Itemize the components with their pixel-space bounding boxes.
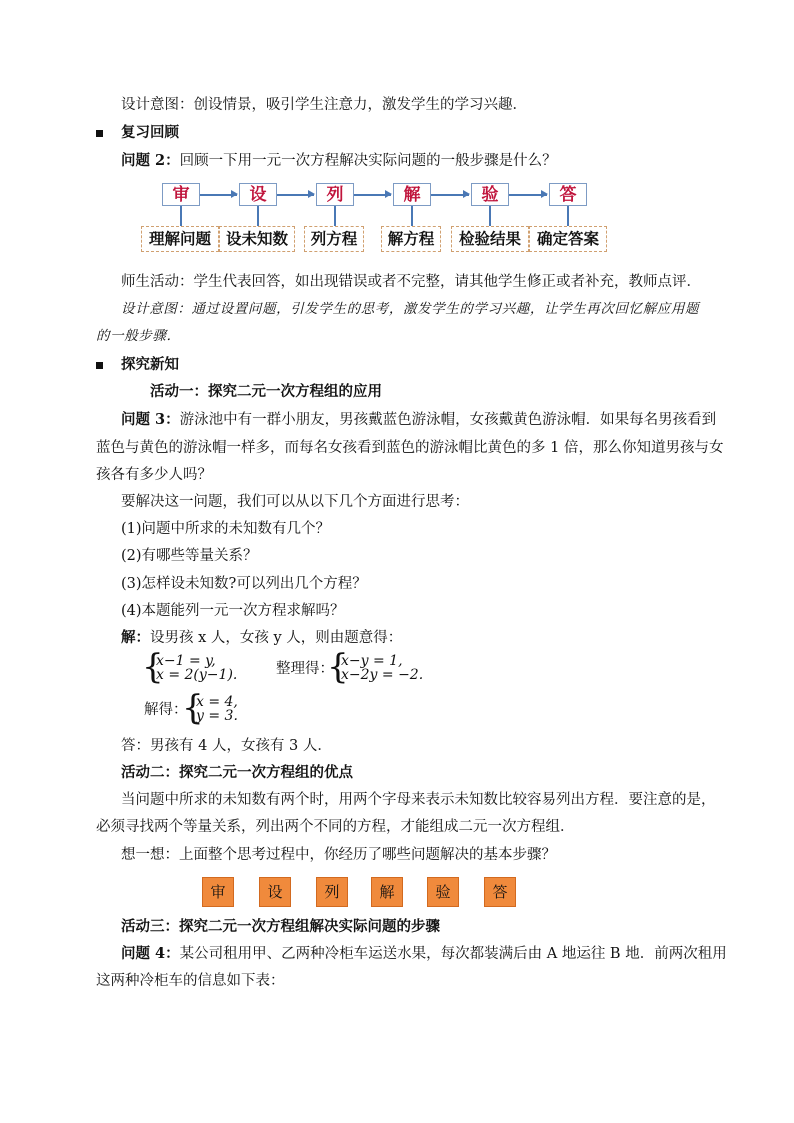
question-3-line1 xyxy=(121,410,716,430)
brace-icon: { xyxy=(142,647,164,687)
flow-arrow xyxy=(509,194,547,196)
flow-arrow xyxy=(200,194,237,196)
flow-connector xyxy=(411,206,413,226)
orange-step-5: 验 xyxy=(427,877,459,907)
system3-eq2: y = 3. xyxy=(196,708,238,724)
think-item-1: (1)问题中所求的未知数有几个？ xyxy=(121,521,331,537)
system1-eq1: x−1 = y, xyxy=(156,653,216,669)
orange-step-1: 审 xyxy=(202,877,234,907)
answer-line: 答：男孩有 4 人，女孩有 3 人． xyxy=(121,738,332,754)
question-3-text: 游泳池中有一群小朋友，男孩戴蓝色游泳帽，女孩戴黄色游泳帽．如果每名男孩看到 xyxy=(179,412,717,428)
activity-2-line2: 必须寻找两个等量关系，列出两个不同的方程，才能组成二元一次方程组． xyxy=(96,819,575,835)
activity-3-heading: 活动三：探究二元一次方程组解决实际问题的步骤 xyxy=(121,918,440,935)
orange-step-3: 列 xyxy=(316,877,348,907)
flow-label-6: 确定答案 xyxy=(529,226,607,252)
flow-step-1: 审 xyxy=(162,183,200,206)
brace-icon: { xyxy=(182,688,204,728)
activity-2-heading: 活动二：探究二元一次方程组的优点 xyxy=(121,764,353,781)
flow-label-1: 理解问题 xyxy=(141,226,219,252)
system2-eq1: x−y = 1, xyxy=(341,653,403,669)
reflect-question: 想一想：上面整个思考过程中，你经历了哪些问题解决的基本步骤？ xyxy=(121,847,556,863)
think-intro: 要解决这一问题，我们可以从以下几个方面进行思考： xyxy=(121,494,469,510)
flow-step-5: 验 xyxy=(471,183,509,206)
flow-connector xyxy=(257,206,259,226)
bullet-square xyxy=(96,130,103,137)
question-4-line2: 这两种冷柜车的信息如下表： xyxy=(96,973,285,989)
flow-arrow xyxy=(431,194,469,196)
question-3-line3: 孩各有多少人吗？ xyxy=(96,467,212,483)
question-3-label: 问题 3： xyxy=(121,411,180,428)
flow-step-3: 列 xyxy=(316,183,354,206)
question-3-line2: 蓝色与黄色的游泳帽一样多，而每名女孩看到蓝色的游泳帽比黄色的多 1 倍，那么你知道男孩与女 xyxy=(96,440,724,456)
question-2-text: 回顾一下用一元一次方程解决实际问题的一般步骤是什么？ xyxy=(179,153,557,169)
section-review-heading: 复习回顾 xyxy=(121,124,179,141)
think-item-2: (2)有哪些等量关系？ xyxy=(121,548,258,564)
system1-eq2: x = 2(y−1). xyxy=(156,667,238,683)
solution-text: 设男孩 x 人，女孩 y 人，则由题意得： xyxy=(150,630,403,646)
system3-eq1: x = 4, xyxy=(196,694,238,710)
bullet-square xyxy=(96,362,103,369)
flow-step-2: 设 xyxy=(239,183,277,206)
teacher-student-activity: 师生活动：学生代表回答，如出现错误或者不完整，请其他学生修正或者补充，教师点评． xyxy=(121,274,701,290)
design-intent-2-line2: 的一般步骤． xyxy=(96,328,181,344)
brace-icon: { xyxy=(327,647,349,687)
orange-step-4: 解 xyxy=(371,877,403,907)
orange-step-6: 答 xyxy=(484,877,516,907)
flow-arrow xyxy=(277,194,314,196)
flow-arrow xyxy=(354,194,391,196)
think-item-3: (3)怎样设未知数?可以列出几个方程？ xyxy=(121,576,367,592)
arrange-label: 整理得： xyxy=(276,661,334,677)
activity-2-line1: 当问题中所求的未知数有两个时，用两个字母来表示未知数比较容易列出方程．要注意的是， xyxy=(121,792,716,808)
design-intent-2-line1: 设计意图：通过设置问题，引发学生的思考，激发学生的学习兴趣，让学生再次回忆解应用题 xyxy=(121,301,700,317)
flow-connector xyxy=(567,206,569,226)
flow-label-2: 设未知数 xyxy=(219,226,295,252)
flow-label-5: 检验结果 xyxy=(451,226,529,252)
question-2 xyxy=(121,151,557,171)
activity-1-heading: 活动一：探究二元一次方程组的应用 xyxy=(150,383,382,400)
flow-connector xyxy=(334,206,336,226)
flow-step-4: 解 xyxy=(393,183,431,206)
solution-line xyxy=(121,628,402,648)
design-intent-1: 设计意图：创设情景，吸引学生注意力，激发学生的学习兴趣． xyxy=(121,97,527,113)
orange-step-2: 设 xyxy=(259,877,291,907)
system2-eq2: x−2y = −2. xyxy=(341,667,424,683)
flow-step-6: 答 xyxy=(549,183,587,206)
section-explore-heading: 探究新知 xyxy=(121,356,179,373)
question-4-text: 某公司租用甲、乙两种冷柜车运送水果，每次都装满后由 A 地运往 B 地．前两次租用 xyxy=(179,946,727,962)
flow-connector xyxy=(180,206,182,226)
flow-connector xyxy=(489,206,491,226)
question-4-label: 问题 4： xyxy=(121,945,180,962)
question-2-label: 问题 2： xyxy=(121,152,180,169)
question-4-line1 xyxy=(121,944,727,964)
solve-label: 解得： xyxy=(144,702,188,718)
flow-label-3: 列方程 xyxy=(304,226,364,252)
think-item-4: (4)本题能列一元一次方程求解吗？ xyxy=(121,603,345,619)
flow-label-4: 解方程 xyxy=(381,226,441,252)
solution-label: 解： xyxy=(121,629,150,646)
